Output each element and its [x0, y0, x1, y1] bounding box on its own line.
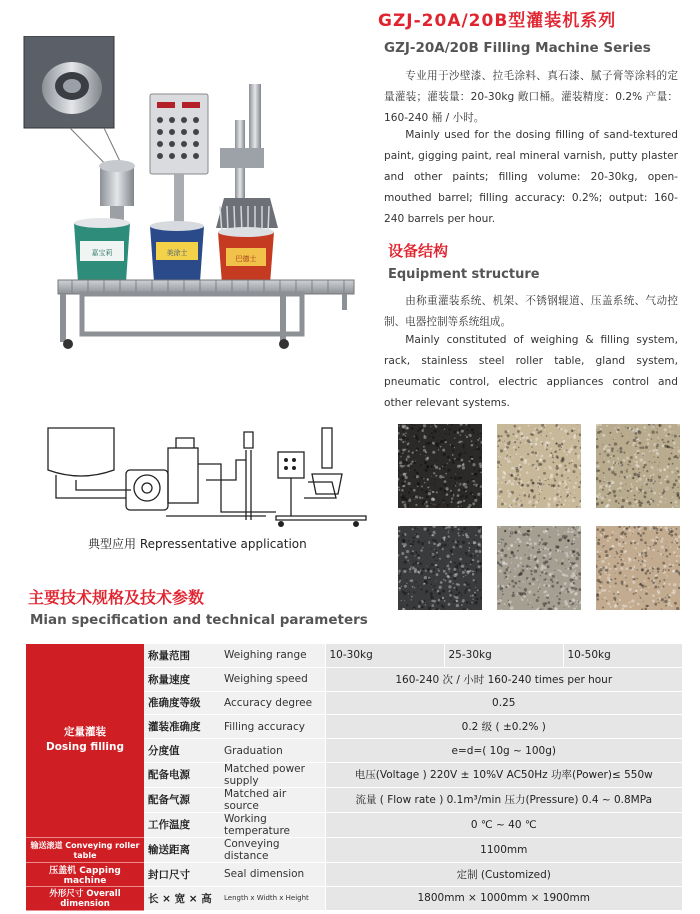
param-cn: 称量速度: [144, 667, 220, 691]
param-cn: 配备电源: [144, 762, 220, 787]
specs-title-cn: 主要技术规格及技术参数: [28, 588, 205, 607]
bucket-label-1: 嘉宝莉: [91, 249, 113, 257]
bucket-label-3: 巴德士: [235, 255, 257, 263]
param-cn: 灌装准确度: [144, 715, 220, 739]
param-cn: 输送距离: [144, 837, 220, 862]
application-caption: 典型应用 Repressentative application: [88, 537, 307, 551]
texture-sample-3: [596, 424, 680, 508]
structure-en: Mainly constituted of weighing & filling system, rack, stainless steel roller table, gland system, pneumatic control, electric appliances control and other relevant systems.: [384, 334, 678, 409]
param-en: Graduation: [220, 739, 325, 763]
param-cn: 配备气源: [144, 787, 220, 812]
table-row: [26, 862, 682, 886]
param-en: Weighing range: [220, 644, 325, 667]
category-dosing: 定量灌装 Dosing filling: [26, 644, 144, 837]
param-en: Working temperature: [220, 812, 325, 837]
param-value: 10-50kg: [563, 644, 682, 667]
param-en: Weighing speed: [220, 667, 325, 691]
param-cn: 分度值: [144, 739, 220, 763]
param-en: Matched air source: [220, 787, 325, 812]
param-value: 0.2 级 ( ±0.2% ): [325, 715, 682, 739]
param-en: Matched power supply: [220, 762, 325, 787]
intro-en: Mainly used for the dosing filling of sand-textured paint, gigging paint, real mineral varnish, putty plaster and other paints; filling volume: 20-30kg, open-mouthed barrel; filling accuracy: 0.2%; output: 160-240 barrels per hour.: [384, 129, 678, 225]
category-conveying: 输送滚道 Conveying roller table: [26, 837, 144, 862]
table-row: [26, 837, 682, 862]
structure-cn: 由称重灌装系统、机架、不锈钢辊道、压盖系统、气动控制、电器控制等系统组成。: [384, 295, 678, 328]
table-row: [26, 644, 682, 667]
param-en: Seal dimension: [220, 862, 325, 886]
param-cn: 称量范围: [144, 644, 220, 667]
category-overall: 外形尺寸 Overall dimension: [26, 886, 144, 910]
param-value: 电压(Voltage ) 220V ± 10%V AC50Hz 功率(Power)≤ 550w: [325, 762, 682, 787]
texture-sample-2: [497, 424, 581, 508]
param-value: 流量 ( Flow rate ) 0.1m³/min 压力(Pressure) 0.4 ~ 0.8MPa: [325, 787, 682, 812]
table-row: [26, 886, 682, 910]
texture-sample-6: [596, 526, 680, 610]
param-cn: 准确度等级: [144, 691, 220, 715]
structure-title-en: Equipment structure: [388, 267, 540, 282]
param-value: 1100mm: [325, 837, 682, 862]
specs-title-en: Mian specification and technical parameters: [30, 612, 368, 628]
texture-sample-5: [497, 526, 581, 610]
param-cn: 工作温度: [144, 812, 220, 837]
param-en: Conveying distance: [220, 837, 325, 862]
param-value: 0 ℃ ~ 40 ℃: [325, 812, 682, 837]
application-diagram: [36, 420, 376, 530]
param-cn: 长 × 宽 × 高: [144, 886, 220, 910]
param-en: Filling accuracy: [220, 715, 325, 739]
param-en: Length x Width x Height: [220, 886, 325, 910]
param-value: 160-240 次 / 小时 160-240 times per hour: [325, 667, 682, 691]
param-value: 0.25: [325, 691, 682, 715]
param-en: Accuracy degree: [220, 691, 325, 715]
filling-machine-photo: [22, 36, 372, 356]
title-en: GZJ-20A/20B Filling Machine Series: [384, 40, 651, 56]
title-cn: GZJ-20A/20B型灌装机系列: [378, 11, 617, 31]
param-value: 25-30kg: [444, 644, 563, 667]
intro-cn: 专业用于沙壁漆、拉毛涂料、真石漆、腻子膏等涂料的定量灌装；灌装量：20-30kg 敞口桶。灌装精度：0.2% 产量：160-240 桶 / 小时。: [384, 70, 678, 124]
bucket-label-2: 美涂士: [166, 249, 188, 257]
spec-table: [26, 644, 682, 911]
category-capping: 压盖机 Capping machine: [26, 862, 144, 886]
texture-sample-1: [398, 424, 482, 508]
texture-sample-4: [398, 526, 482, 610]
structure-title-cn: 设备结构: [388, 242, 449, 260]
param-value: e=d=( 10g ~ 100g): [325, 739, 682, 763]
param-cn: 封口尺寸: [144, 862, 220, 886]
param-value: 1800mm × 1000mm × 1900mm: [325, 886, 682, 910]
param-value: 10-30kg: [325, 644, 444, 667]
param-value: 定制 (Customized): [325, 862, 682, 886]
